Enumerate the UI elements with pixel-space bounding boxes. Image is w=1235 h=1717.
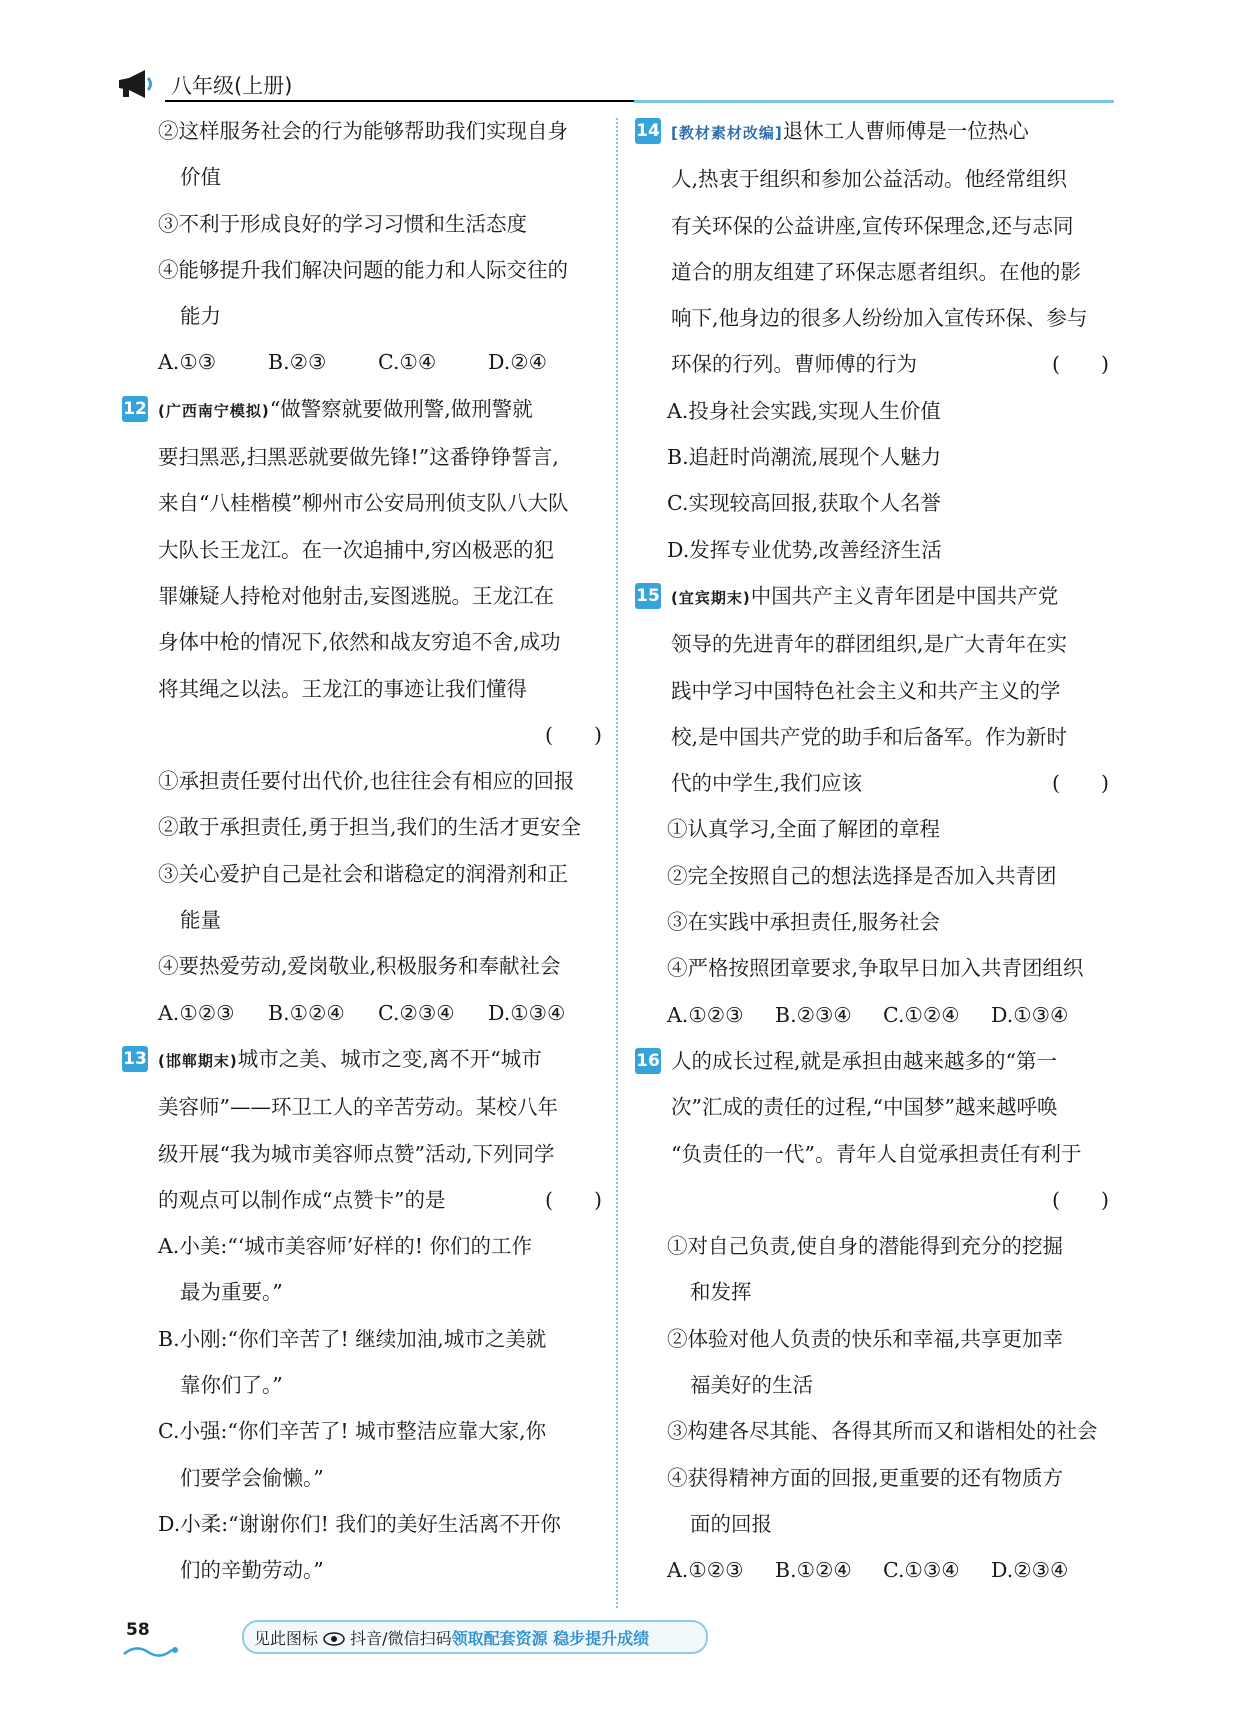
eye-icon — [323, 1632, 345, 1646]
question-stem-line — [122, 1177, 608, 1223]
question-stem-line — [635, 108, 1115, 156]
list-item: 能量 — [180, 908, 221, 933]
question-number: 15 — [635, 583, 661, 609]
option-b[interactable]: B.①②④ — [775, 1558, 852, 1583]
source-tag: (邯郸期末) — [158, 1051, 238, 1070]
question-number: 12 — [122, 396, 148, 422]
question-stem-line: 次”汇成的责任的过程,“中国梦”越来越呼唤 — [671, 1095, 1058, 1120]
right-column — [635, 108, 1115, 1594]
grade-label: 八年级(上册) — [171, 74, 293, 98]
option-d[interactable]: D.①③④ — [991, 1002, 1069, 1027]
left-column — [122, 108, 608, 1594]
answer-blank[interactable]: ( ) — [1052, 771, 1109, 796]
question-stem-line: 践中学习中国特色社会主义和共产主义的学 — [671, 678, 1061, 703]
stem-text: 环保的行列。曹师傅的行为 — [671, 352, 917, 377]
list-item: ④要热爱劳动,爱岗敬业,积极服务和奉献社会 — [158, 954, 561, 979]
answer-blank-line — [122, 712, 608, 758]
answer-choice-cont: 最为重要。” — [180, 1280, 283, 1305]
stem-text: 退休工人曹师傅是一位热心 — [782, 119, 1029, 143]
source-tag: [教材素材改编] — [671, 124, 783, 142]
banner-lead-text: 见此图标 — [254, 1629, 324, 1648]
answer-choice-cont: 靠你们了。” — [180, 1373, 283, 1398]
question-number: 16 — [635, 1048, 661, 1074]
question-stem-line: 人,热衷于组织和参加公益活动。他经常组织 — [671, 167, 1068, 192]
answer-choice[interactable]: B.追赶时尚潮流,展现个人魅力 — [667, 445, 942, 470]
question-stem-line: 大队长王龙江。在一次追捕中,穷凶极恶的犯 — [158, 537, 555, 562]
question-12 — [122, 386, 608, 1036]
list-item: ②敢于承担责任,勇于担当,我们的生活才更安全 — [158, 815, 582, 840]
question-stem-line: 美容师”——环卫工人的辛苦劳动。某校八年 — [158, 1095, 558, 1120]
question-14 — [635, 108, 1115, 573]
answer-choice-cont: 们的辛勤劳动。” — [180, 1558, 324, 1583]
option-c[interactable]: C.①②④ — [883, 1002, 960, 1027]
stem-text: “做警察就要做刑警,做刑警就 — [269, 396, 533, 421]
question-stem-line: 将其绳之以法。王龙江的事迹让我们懂得 — [158, 676, 527, 701]
option-a[interactable]: A.①②③ — [158, 1000, 235, 1025]
question-stem-line — [635, 760, 1115, 806]
question-stem-line: 身体中枪的情况下,依然和战友穷追不舍,成功 — [158, 630, 561, 655]
question-stem-line — [122, 1036, 608, 1084]
question-number: 13 — [122, 1046, 148, 1072]
list-item: 和发挥 — [690, 1280, 752, 1305]
answer-blank[interactable]: ( ) — [545, 1187, 602, 1212]
option-a[interactable]: A.①②③ — [667, 1558, 744, 1583]
list-item: ③在实践中承担责任,服务社会 — [667, 910, 941, 935]
question-stem-line: 来自“八桂楷模”柳州市公安局刑侦支队八大队 — [158, 491, 569, 516]
answer-choice[interactable]: A.投身社会实践,实现人生价值 — [667, 398, 941, 423]
option-d[interactable]: D.①③④ — [488, 1000, 566, 1025]
list-item: ①对自己负责,使自身的潜能得到充分的挖掘 — [667, 1234, 1064, 1259]
option-a[interactable]: A.①③ — [158, 350, 217, 375]
list-item: 福美好的生活 — [690, 1373, 813, 1398]
answer-options — [635, 992, 1115, 1038]
answer-choice[interactable]: B.小刚:“你们辛苦了! 继续加油,城市之美就 — [158, 1326, 547, 1351]
question-stem-line — [122, 386, 608, 434]
list-item: 价值 — [180, 165, 221, 190]
megaphone-icon — [115, 68, 155, 100]
answer-options — [635, 1547, 1115, 1593]
answer-blank[interactable]: ( ) — [545, 722, 602, 747]
list-item: ②体验对他人负责的快乐和幸福,共享更加幸 — [667, 1326, 1064, 1351]
list-item: ①承担责任要付出代价,也往往会有相应的回报 — [158, 769, 575, 794]
list-item: ③不利于形成良好的学习习惯和生活态度 — [158, 211, 527, 236]
question-stem-line: 人的成长过程,就是承担由越来越多的“第一 — [671, 1048, 1057, 1073]
answer-choice[interactable]: C.小强:“你们辛苦了! 城市整洁应靠大家,你 — [158, 1419, 547, 1444]
list-item: ①认真学习,全面了解团的章程 — [667, 817, 941, 842]
list-item: 能力 — [180, 304, 221, 329]
banner-mid-text: 抖音/微信扫码 — [345, 1629, 452, 1648]
question-stem-line: “负责任的一代”。青年人自觉承担责任有利于 — [671, 1141, 1082, 1166]
answer-choice-cont: 们要学会偷懒。” — [180, 1465, 324, 1490]
question-13 — [122, 1036, 608, 1594]
header-color-rule — [634, 100, 1114, 103]
answer-choice[interactable]: D.发挥专业优势,改善经济生活 — [667, 537, 942, 562]
option-c[interactable]: C.②③④ — [378, 1000, 455, 1025]
question-stem-line: 道合的朋友组建了环保志愿者组织。在他的影 — [671, 259, 1081, 284]
answer-options — [122, 339, 608, 385]
source-tag: (宜宾期末) — [671, 588, 751, 607]
question-number: 14 — [635, 118, 661, 144]
question-stem-line: 领导的先进青年的群团组织,是广大青年在实 — [671, 632, 1068, 657]
option-a[interactable]: A.①②③ — [667, 1002, 744, 1027]
question-stem-line — [635, 341, 1115, 387]
option-d[interactable]: D.②④ — [488, 350, 547, 375]
stem-text: 代的中学生,我们应该 — [671, 771, 863, 796]
header-rule — [165, 100, 685, 102]
question-stem-line — [635, 573, 1115, 621]
list-item: ③构建各尽其能、各得其所而又和谐相处的社会 — [667, 1419, 1098, 1444]
answer-choice[interactable]: C.实现较高回报,获取个人名誉 — [667, 491, 941, 516]
stem-text: 中国共产主义青年团是中国共产党 — [750, 583, 1059, 608]
banner-highlight: 领取配套资源 稳步提升成绩 — [451, 1629, 650, 1648]
list-item: ④能够提升我们解决问题的能力和人际交往的 — [158, 257, 568, 282]
question-stem-line: 校,是中国共产党的助手和后备军。作为新时 — [671, 724, 1068, 749]
resource-banner[interactable] — [242, 1620, 708, 1654]
answer-blank[interactable]: ( ) — [1052, 352, 1109, 377]
option-d[interactable]: D.②③④ — [991, 1558, 1069, 1583]
question-stem-line: 级开展“我为城市美容师点赞”活动,下列同学 — [158, 1141, 555, 1166]
list-item: 面的回报 — [690, 1511, 772, 1536]
answer-choice[interactable]: D.小柔:“谢谢你们! 我们的美好生活离不开你 — [158, 1511, 561, 1536]
source-tag: (广西南宁模拟) — [158, 401, 270, 420]
stem-text: 城市之美、城市之变,离不开“城市 — [237, 1046, 542, 1071]
option-b[interactable]: B.①②④ — [268, 1000, 345, 1025]
option-b[interactable]: B.②③ — [268, 350, 327, 375]
answer-blank[interactable]: ( ) — [1052, 1187, 1109, 1212]
option-c[interactable]: C.①③④ — [883, 1558, 960, 1583]
answer-choice[interactable]: A.小美:“‘城市美容师’好样的! 你们的工作 — [158, 1234, 532, 1259]
question-stem-line: 响下,他身边的很多人纷纷加入宣传环保、参与 — [671, 306, 1088, 331]
answer-options — [122, 990, 608, 1036]
question-stem-line: 罪嫌疑人持枪对他射击,妄图逃脱。王龙江在 — [158, 583, 555, 608]
question-16 — [635, 1038, 1115, 1594]
list-item: ③关心爱护自己是社会和谐稳定的润滑剂和正 — [158, 861, 568, 886]
question-stem-line: 有关环保的公益讲座,宣传环保理念,还与志同 — [671, 213, 1074, 238]
list-item: ④获得精神方面的回报,更重要的还有物质方 — [667, 1465, 1064, 1490]
option-c[interactable]: C.①④ — [378, 350, 437, 375]
page-number: 58 — [126, 1620, 150, 1640]
list-item: ④严格按照团章要求,争取早日加入共青团组织 — [667, 956, 1084, 981]
question-stem-line: 要扫黑恶,扫黑恶就要做先锋!”这番铮铮誓言, — [158, 445, 559, 470]
swirl-ornament-icon — [122, 1642, 182, 1660]
question-15 — [635, 573, 1115, 1038]
stem-text: 的观点可以制作成“点赞卡”的是 — [158, 1187, 446, 1212]
list-item: ②完全按照自己的想法选择是否加入共青团 — [667, 863, 1057, 888]
page-header — [115, 66, 625, 104]
answer-blank-line — [635, 1177, 1115, 1223]
list-item: ②这样服务社会的行为能够帮助我们实现自身 — [158, 119, 568, 143]
option-b[interactable]: B.②③④ — [775, 1002, 852, 1027]
column-divider — [616, 118, 618, 1608]
